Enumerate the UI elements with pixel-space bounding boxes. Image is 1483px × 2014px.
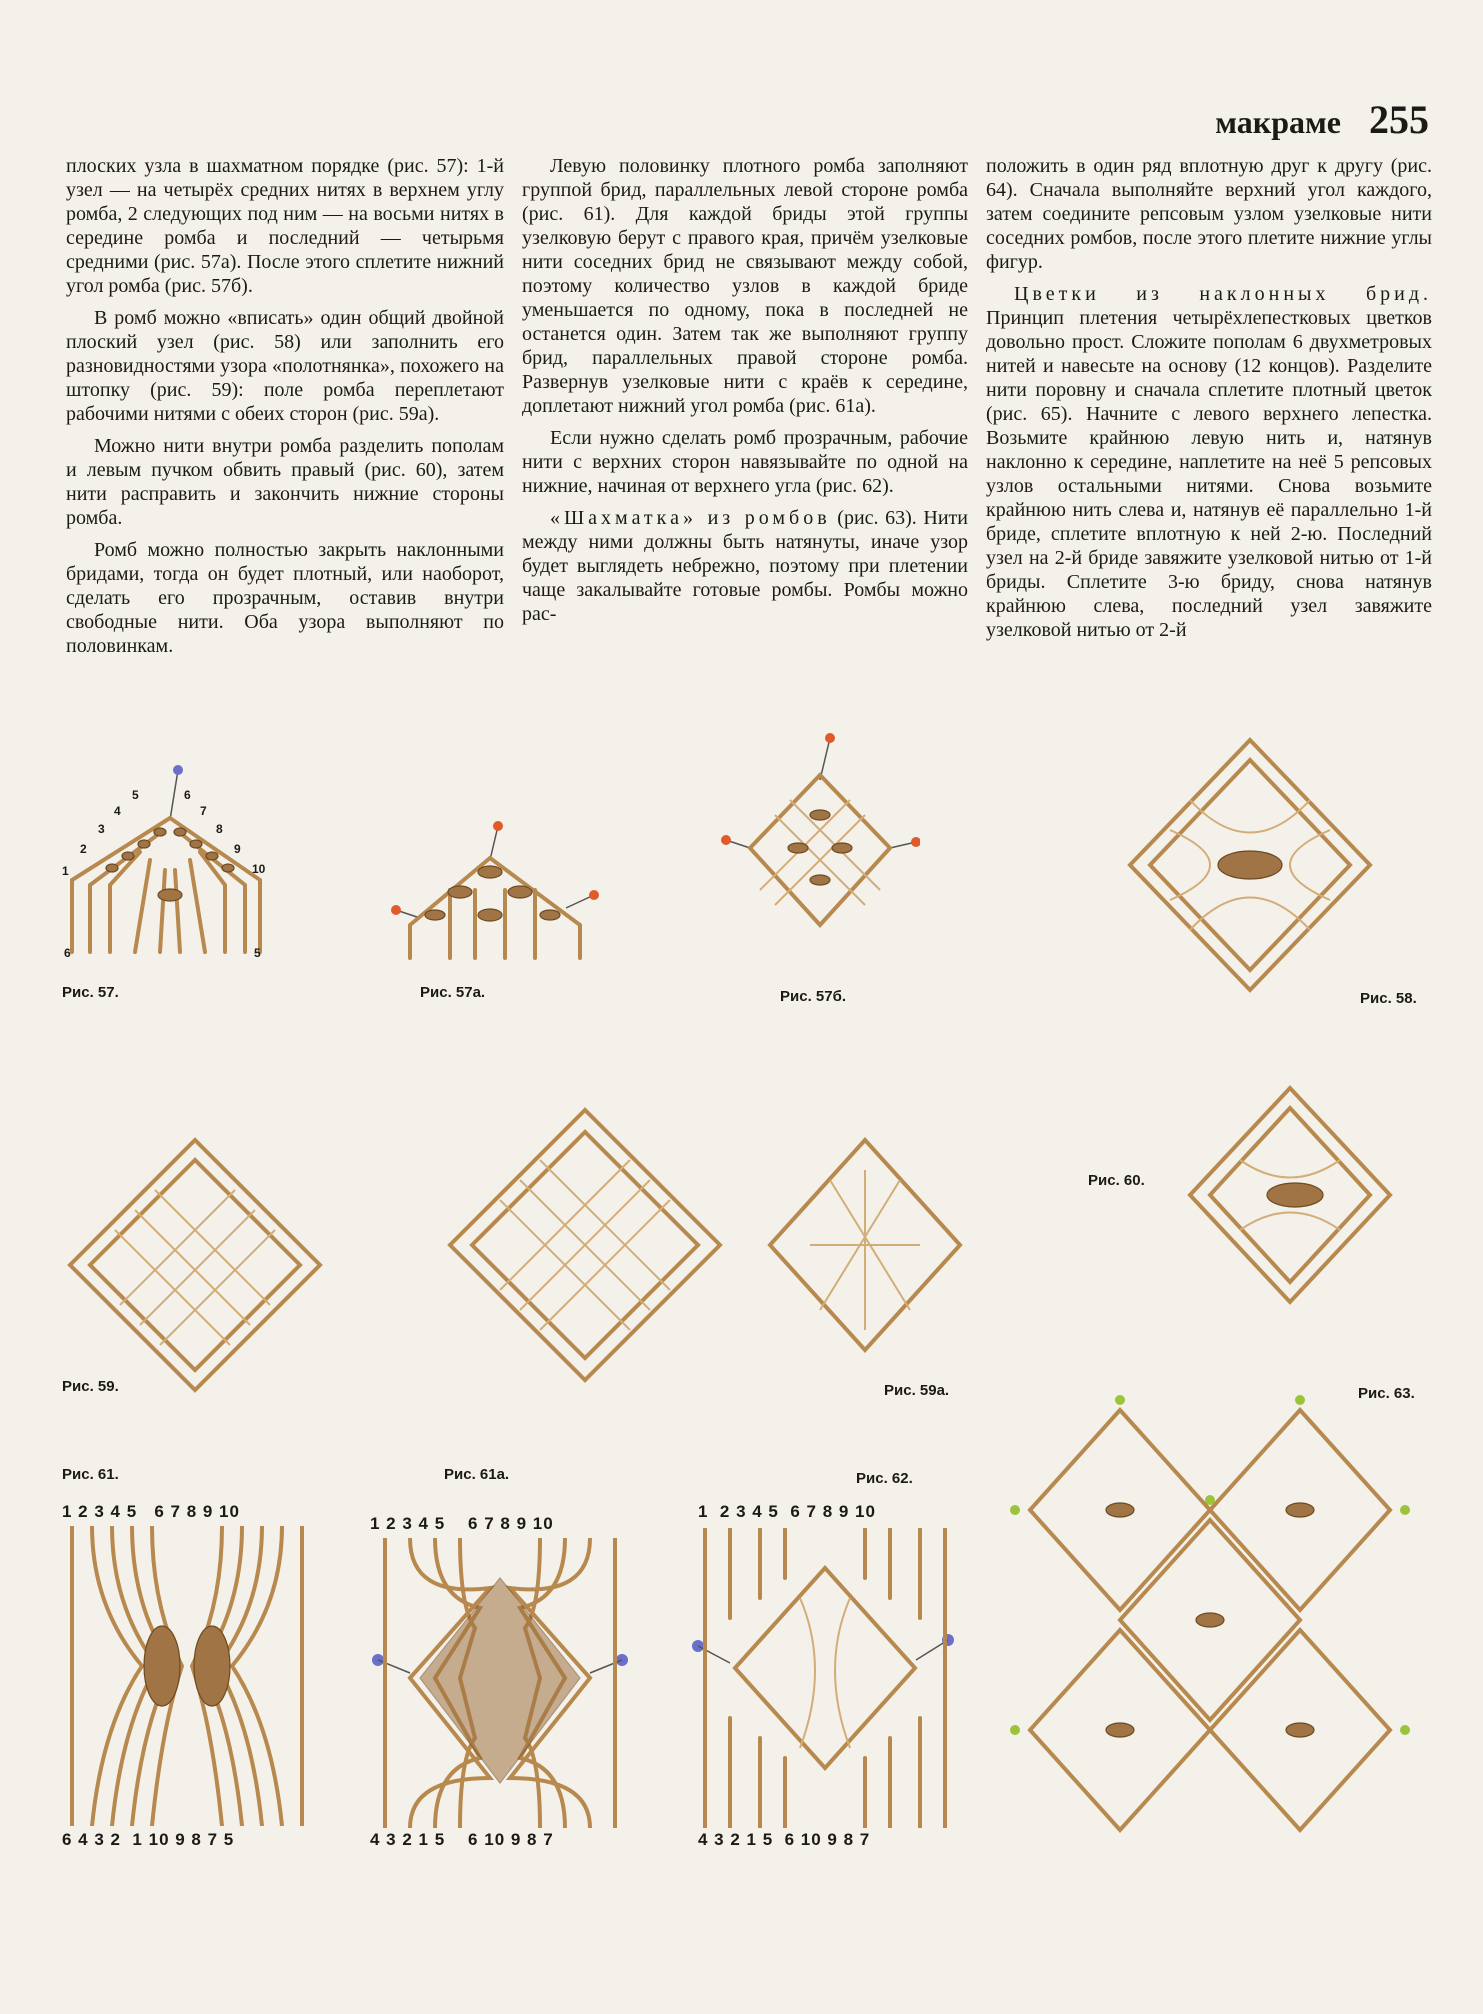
- text-column-1: [66, 154, 504, 666]
- paragraph: [986, 282, 1432, 642]
- fig57-label-2: 2: [80, 842, 87, 856]
- caption-fig57a: Рис. 57а.: [420, 984, 486, 1001]
- fig62-top-numbers: 1 2 3 4 5 6 7 8 9 10: [698, 1502, 876, 1521]
- fig57-label-3: 3: [98, 822, 105, 836]
- section-title: макраме: [1215, 104, 1341, 140]
- fig57-label-7: 7: [200, 804, 207, 818]
- figure-61-illustration: [62, 1526, 312, 1826]
- fig61-top-numbers: 1 2 3 4 5 6 7 8 9 10: [62, 1502, 240, 1521]
- fig57-label-9: 9: [234, 842, 241, 856]
- fig61-bottom-numbers: 6 4 3 2 1 10 9 8 7 5: [62, 1830, 235, 1849]
- paragraph: положить в один ряд вплотную друг к другу (рис. 64). Сначала выполняйте верхний угол каждого, затем соедините репсовым узлом узелковые нити соседних ромбов, после этого плетите нижние углы фигур.: [986, 155, 1432, 273]
- paragraph-text: Принцип плетения четырёхлепестковых цветков довольно прост. Сложите пополам 6 двухметровых нитей и навесьте на основу (12 концов). Разделите нити поровну и сначала сплетите плотный цветок (рис. 65). Начните с левого верхнего лепестка. Возьмите крайнюю левую нить и, натянув наклонно к середине, наплетите на неё 5 репсовых узлов остальными нитями. Снова возьмите крайнюю нить слева и, натянув её параллельно 1-й бриде, сплетите вплотную к ней 2-ю. Последний узел на 2-й бриде завяжите узелковой нитью от 1-й бриды. Сплетите 3-ю бриду, снова натянув крайнюю слева, последний узел завяжите узелковой нитью от 2-й: [986, 307, 1432, 641]
- paragraph-text: (рис. 63). Нити между ними должны быть натянуты, иначе узор будет выглядеть небрежно, поэтому при плетении чаще закалывайте готовые ромбы. Ромбы можно рас-: [522, 507, 968, 625]
- figure-57-illustration: [60, 760, 280, 960]
- inline-heading: «Шахматка» из ромбов: [550, 507, 831, 529]
- fig57-label-10: 10: [252, 862, 266, 876]
- figure-61a-illustration: [370, 1538, 630, 1828]
- fig57-label-bottom-right: 5: [254, 946, 261, 960]
- figure-57a-illustration: [390, 820, 600, 960]
- paragraph: Можно нити внутри ромба разделить пополам и левым пучком обвить правый (рис. 60), затем нити расправить и закончить нижние стороны ромба.: [66, 435, 504, 529]
- figure-57b-illustration: [720, 730, 920, 960]
- figure-59-variant-illustration: [440, 1100, 730, 1390]
- fig57-label-6: 6: [184, 788, 191, 802]
- paragraph: Если нужно сделать ромб прозрачным, рабочие нити с верхних сторон навязывайте по одной на нижние, начиная от верхнего угла (рис. 62).: [522, 427, 968, 497]
- caption-fig57: Рис. 57.: [62, 984, 119, 1001]
- fig57-label-5: 5: [132, 788, 139, 802]
- caption-fig62: Рис. 62.: [856, 1470, 913, 1487]
- caption-fig60: Рис. 60.: [1088, 1172, 1145, 1189]
- fig57-label-4: 4: [114, 804, 121, 818]
- running-header: [1215, 96, 1429, 143]
- fig57-label-1: 1: [62, 864, 69, 878]
- caption-fig58: Рис. 58.: [1360, 990, 1417, 1007]
- figure-60-illustration: [1180, 1080, 1400, 1310]
- paragraph: плоских узла в шахматном порядке (рис. 57): 1-й узел — на четырёх средних нитях в верхнем углу ромба, 2 следующих под ним — на восьми нитях в середине ромба и последний — четырьмя средними (рис. 57а). После этого сплетите нижний угол ромба (рис. 57б).: [66, 155, 504, 297]
- figure-63-illustration: [990, 1390, 1430, 1850]
- caption-fig59a: Рис. 59а.: [884, 1382, 950, 1399]
- inline-heading: Цветки из наклонных брид.: [1014, 283, 1432, 305]
- paragraph: [522, 506, 968, 626]
- caption-fig63: Рис. 63.: [1358, 1385, 1415, 1402]
- fig57-label-bottom-left: 6: [64, 946, 71, 960]
- caption-fig61: Рис. 61.: [62, 1466, 119, 1483]
- caption-fig57b: Рис. 57б.: [780, 988, 847, 1005]
- figure-59a-illustration: [760, 1130, 970, 1360]
- knots: [788, 810, 852, 885]
- page-number: 255: [1369, 97, 1429, 142]
- figure-58-illustration: [1110, 730, 1390, 1000]
- text-column-3: [986, 154, 1432, 650]
- paragraph: В ромб можно «вписать» один общий двойной плоский узел (рис. 58) или заполнить его разновидностями узора «полотнянка», похожего на штопку (рис. 59): поле ромба переплетают рабочими нитями с обеих сторон (рис. 59а).: [66, 307, 504, 425]
- figure-62-illustration: [690, 1528, 960, 1828]
- knots: [106, 828, 234, 901]
- paragraph: Левую половинку плотного ромба заполняют группой брид, параллельных левой стороне ромба (рис. 61). Для каждой бриды этой группы узелковую берут с правого края, причём узелковые нити соседних брид не связывают между собой, поэтому количество узлов в каждой бриде уменьшается по одному, пока в последней не останется один. Затем так же выполняют группу брид, параллельных правой стороне ромба. Развернув узелковые нити с краёв к середине, доплетают нижний угол ромба (рис. 61а).: [522, 155, 968, 417]
- caption-fig59: Рис. 59.: [62, 1378, 119, 1395]
- fig61a-top-numbers: 1 2 3 4 5 6 7 8 9 10: [370, 1514, 554, 1533]
- text-column-2: [522, 154, 968, 634]
- fig62-bottom-numbers: 4 3 2 1 5 6 10 9 8 7: [698, 1830, 871, 1849]
- fig61a-bottom-numbers: 4 3 2 1 5 6 10 9 8 7: [370, 1830, 554, 1849]
- figure-59-illustration: [60, 1130, 330, 1400]
- fig57-label-8: 8: [216, 822, 223, 836]
- paragraph: Ромб можно полностью закрыть наклонными бридами, тогда он будет плотный, или наоборот, сделать его прозрачным, оставив внутри свободные нити. Оба узора выполняют по половинкам.: [66, 539, 504, 657]
- caption-fig61a: Рис. 61а.: [444, 1466, 510, 1483]
